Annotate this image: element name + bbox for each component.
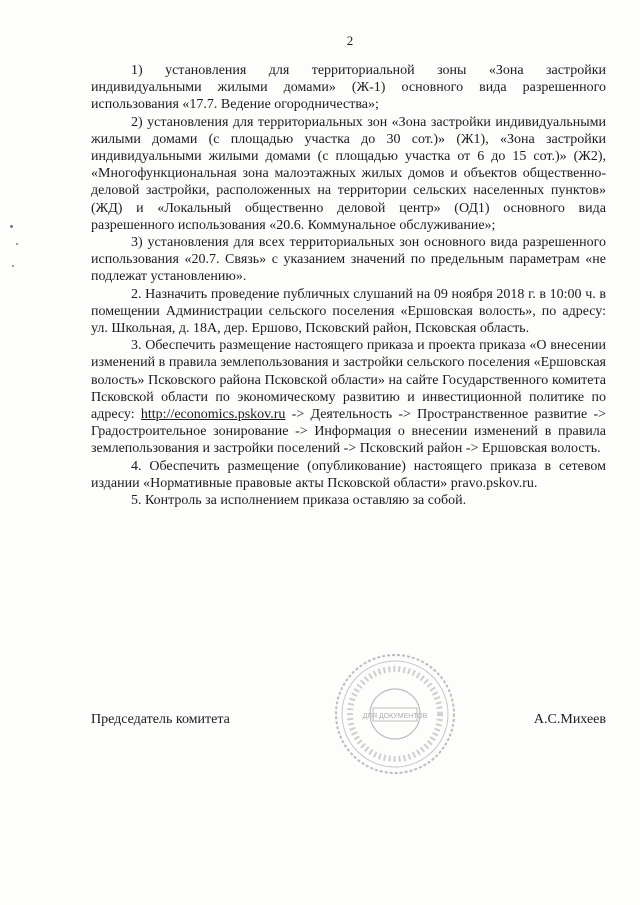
scan-speck bbox=[16, 243, 18, 245]
paragraph-publication-path: -> Деятельность -> Пространственное развитие -> Градостроительное зонирование -> Информация о внесении изменений в правила землепользования и застройки поселений -> Псковский район -> Ершовская волость. bbox=[91, 407, 606, 457]
signer-title: Председатель комитета bbox=[91, 712, 230, 727]
official-seal bbox=[333, 652, 457, 776]
paragraph-control: 5. Контроль за исполнением приказа оставляю за собой. bbox=[131, 493, 467, 509]
scan-speck bbox=[12, 265, 14, 267]
paragraph-publication-text: 3. Обеспечить размещение настоящего приказа и проекта приказа «О внесении изменений в правила землепользования и застройки сельского поселения «Ершовская волость» Псковского района Псковской области» на сайте Государственного комитета Псковской области по экономическому развитию и инвестиционной политике по адресу: bbox=[91, 338, 606, 423]
economics-site-link[interactable]: http://economics.pskov.ru bbox=[140, 407, 286, 423]
paragraph-publication-site bbox=[91, 337, 606, 457]
document-body bbox=[91, 62, 606, 509]
page-number: 2 bbox=[346, 33, 354, 48]
paragraph-zone-zh1: 1) установления для территориальной зоны «Зона застройки индивидуальными жилыми домами» (Ж-1) основного вида разрешенного использования «17.7. Ведение огородничества»; bbox=[91, 63, 606, 113]
scan-speck bbox=[10, 225, 13, 228]
seal-center-text: ДЛЯ ДОКУМЕНТОВ bbox=[362, 713, 428, 720]
paragraph-public-hearings: 2. Назначить проведение публичных слушаний на 09 ноября 2018 г. в 10:00 ч. в помещении Администрации сельского поселения «Ершовская волость», по адресу: ул. Школьная, д. 18А, дер. Ершово, Псковский район, Псковская область. bbox=[91, 286, 606, 337]
signer-name: А.С.Михеев bbox=[533, 712, 606, 727]
paragraph-all-zones-communication: 3) установления для всех территориальных зон основного вида разрешенного использования «20.7. Связь» с указанием значений по предельным параметрам «не подлежат установлению». bbox=[91, 235, 606, 285]
paragraph-online-publication: 4. Обеспечить размещение (опубликование) настоящего приказа в сетевом издании «Нормативные правовые акты Псковской области» pravo.pskov.ru. bbox=[91, 458, 606, 491]
paragraph-zones-zh1-zh2-zhd-od1: 2) установления для территориальных зон «Зона застройки индивидуальными жилыми домами (с площадью участка до 30 сот.)» (Ж1), «Зона застройки индивидуальными жилыми домами (с площадью участка от 6 до 15 сот.)» (Ж2), «Многофункциональная зона малоэтажных жилых домов и объектов общественно-деловой застройки, расположенных на территории сельских населенных пунктов» (ЖД) и «Локальный общественно деловой центр» (ОД1) основного вида разрешенного использования «20.6. Коммунальное обслуживание»; bbox=[91, 114, 606, 233]
